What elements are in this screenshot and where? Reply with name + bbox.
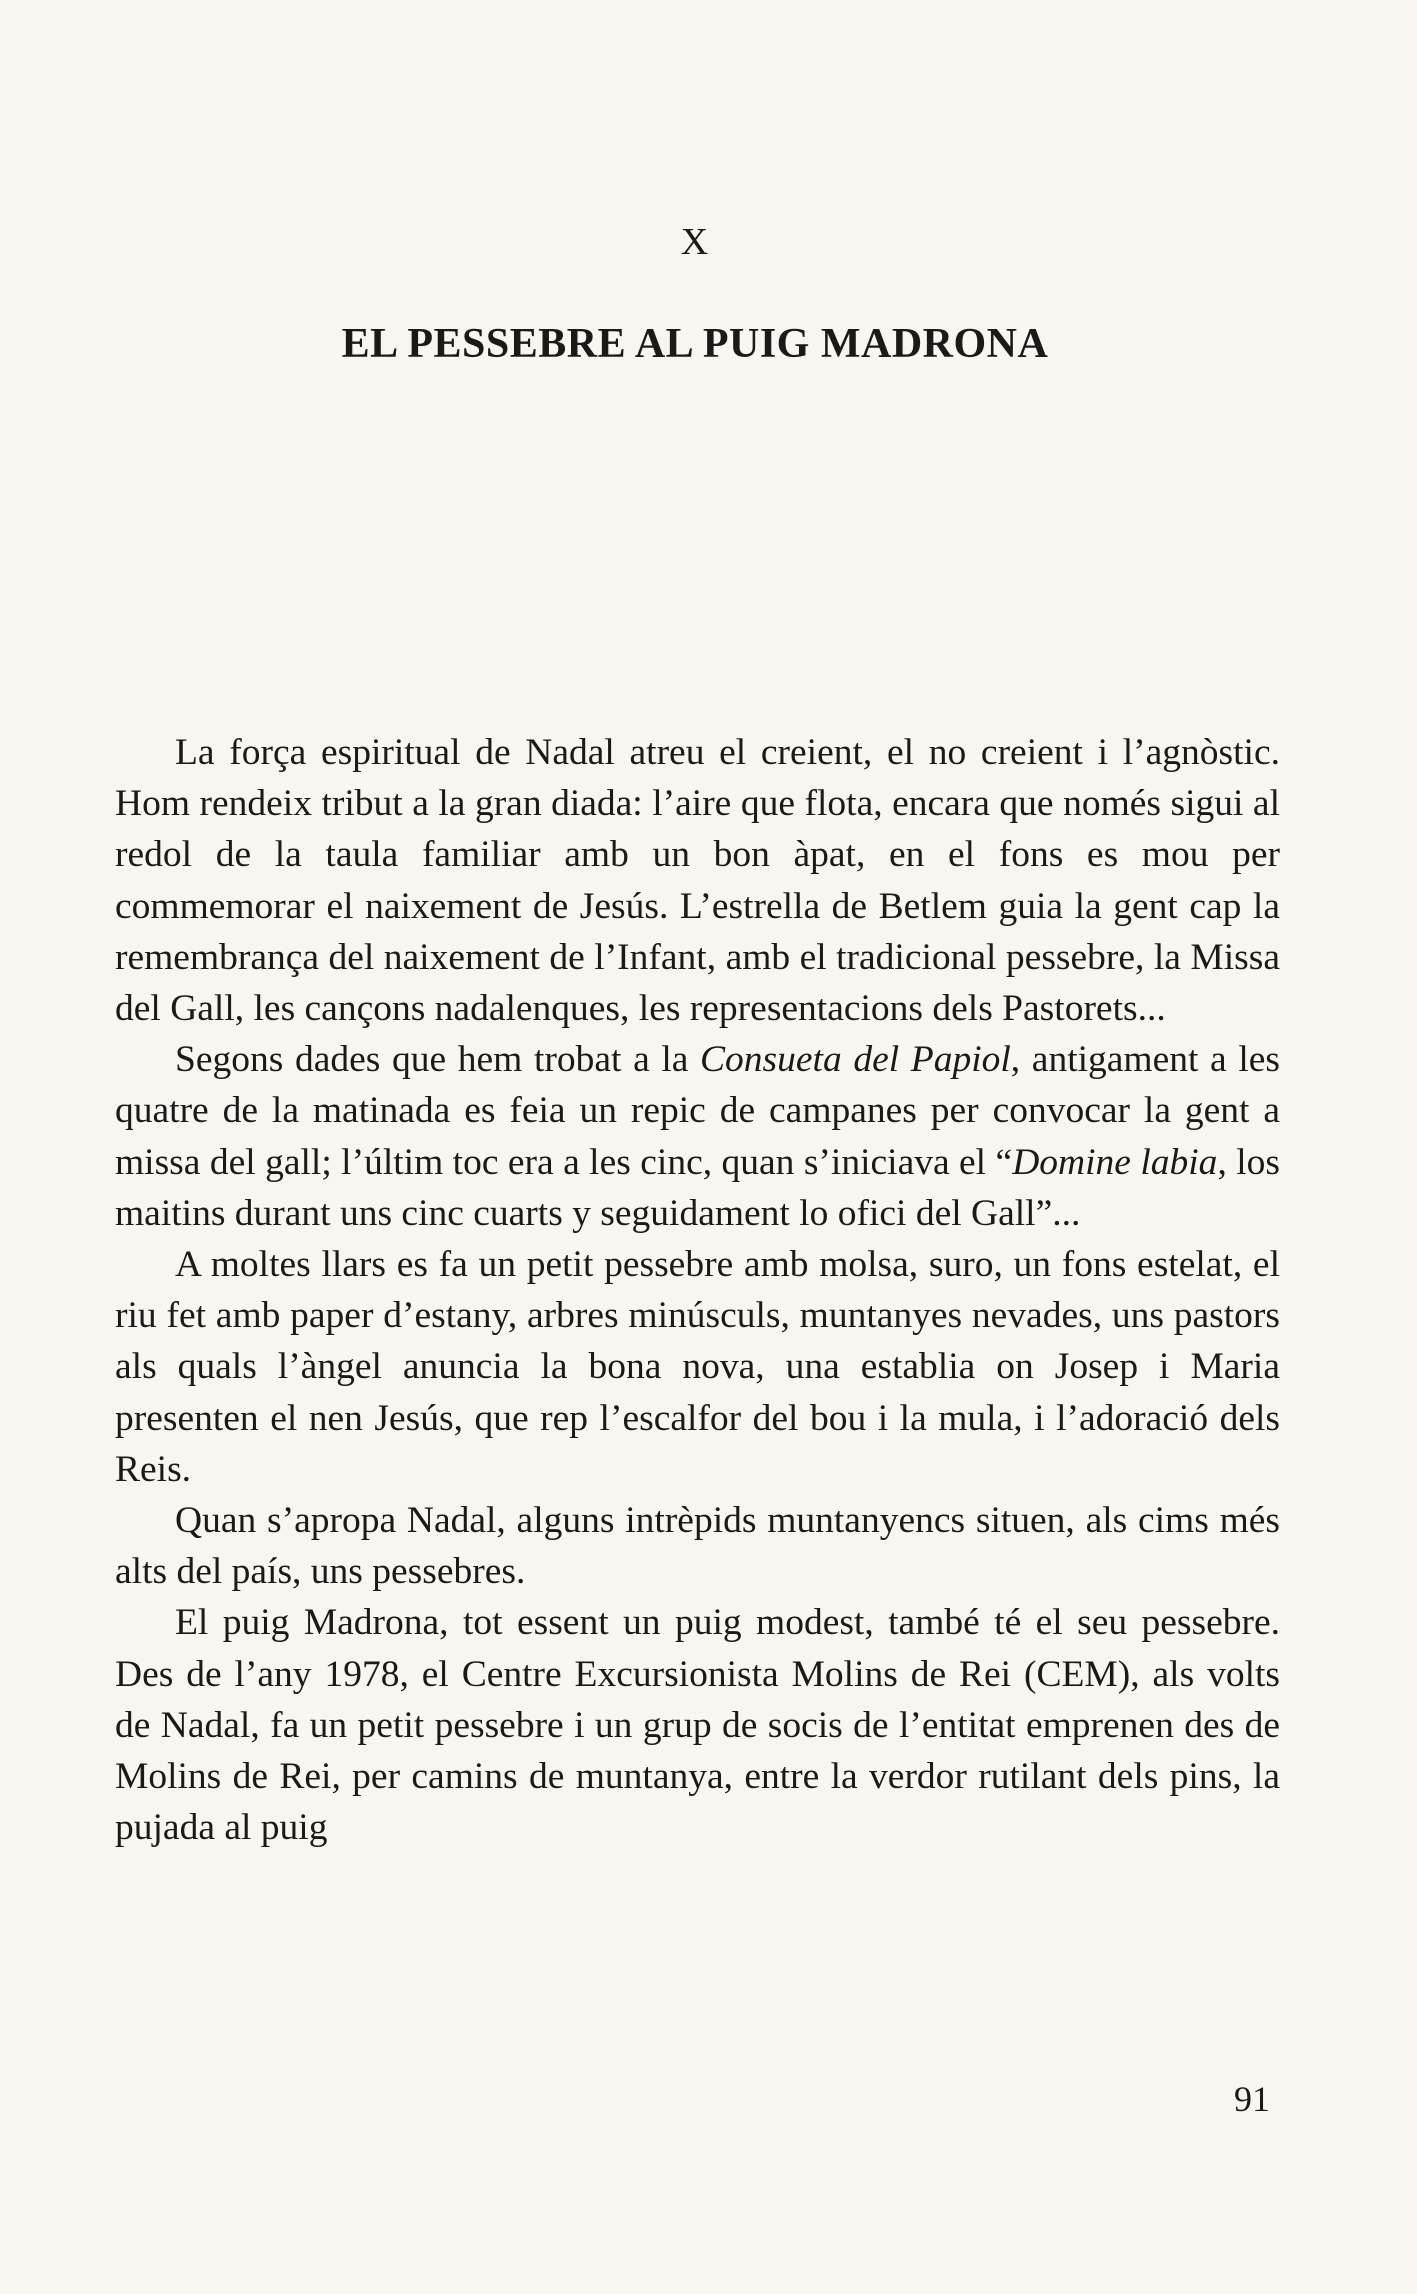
paragraph xyxy=(115,1597,1280,1853)
text-run: El puig Madrona, tot essent un puig modest, també té el seu pessebre. Des de l’any 1978, el Centre Excursionista Molins de Rei (CEM), als volts de Nadal, fa un petit pessebre i un grup de socis de l’entitat emprenen des de Molins de Rei, per camins de muntanya, entre la verdor rutilant dels pins, la pujada al puig xyxy=(115,1602,1280,1849)
paragraph xyxy=(115,1495,1280,1597)
text-run: Quan s’apropa Nadal, alguns intrèpids muntanyencs situen, als cims més alts del país, uns pessebres. xyxy=(115,1500,1280,1593)
text-run: , los maitins durant uns cinc cuarts y seguidament lo ofici del Gall”... xyxy=(115,1141,1281,1234)
chapter-number: X xyxy=(680,221,710,263)
body-text xyxy=(115,727,1280,1853)
italic-latin-quote: Domine labia xyxy=(1012,1141,1218,1183)
text-run: La força espiritual de Nadal atreu el creient, el no creient i l’agnòstic. Hom rendeix tribut a la gran diada: l’aire que flota, encara que només sigui al redol de la taula familiar amb un bon àpat, en el fons es mou per commemorar el naixement de Jesús. L’estrella de Betlem guia la gent cap la remembrança del naixement de l’Infant, amb el tradicional pessebre, la Missa del Gall, les cançons nadalenques, les representacions dels Pastorets... xyxy=(115,732,1280,1030)
italic-title-consueta: Consueta del Papiol xyxy=(700,1039,1011,1081)
text-run: Segons dades que hem trobat a la xyxy=(175,1039,701,1081)
paragraph xyxy=(115,727,1280,1034)
paragraph xyxy=(115,1239,1280,1495)
chapter-title: EL PESSEBRE AL PUIG MADRONA xyxy=(341,321,1049,367)
text-run: A moltes llars es fa un petit pessebre amb molsa, suro, un fons estelat, el riu fet amb paper d’estany, arbres minúsculs, muntanyes nevades, uns pastors als quals l’àngel anuncia la bona nova, una establia on Josep i Maria presenten el nen Jesús, que rep l’escalfor del bou i la mula, i l’adoració dels Reis. xyxy=(115,1244,1280,1490)
text-run: , antigament a les quatre de la matinada es feia un repic de campanes per convocar la gent a missa del gall; l’últim toc era a les cinc, quan s’iniciava el “ xyxy=(115,1039,1280,1183)
page-number: 91 xyxy=(1234,2079,1270,2119)
paragraph xyxy=(115,1034,1280,1239)
